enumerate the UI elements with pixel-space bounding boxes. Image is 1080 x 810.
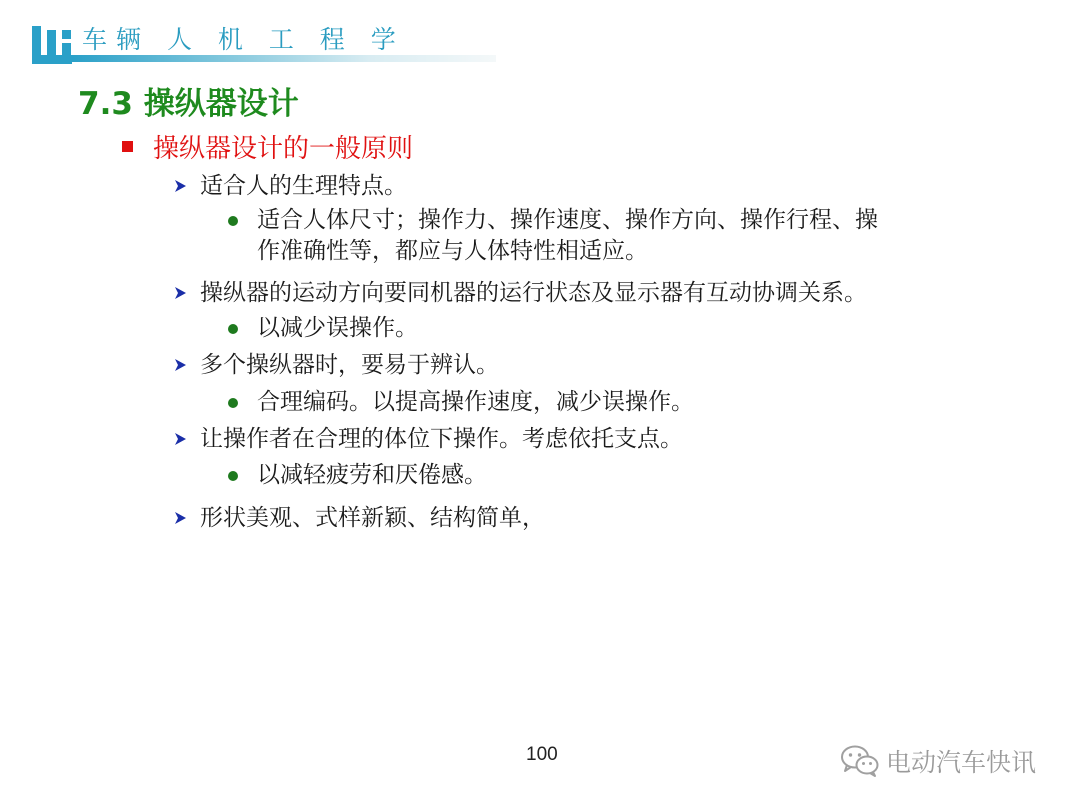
course-title: 车辆 人 机 工 程 学	[82, 25, 405, 54]
list-item	[172, 424, 683, 454]
arrow-bullet-icon	[172, 510, 190, 526]
subitem-text: 以减轻疲劳和厌倦感。	[257, 462, 487, 488]
item-text: 形状美观、式样新颖、结构简单，	[200, 505, 545, 531]
arrow-bullet-icon	[172, 178, 190, 194]
subitem-text: 适合人体尺寸；操作力、操作速度、操作方向、操作行程、操	[257, 207, 878, 233]
list-item	[172, 350, 499, 380]
item-text: 让操作者在合理的体位下操作。考虑依托支点。	[200, 426, 683, 452]
subitem-text: 合理编码。以提高操作速度，减少误操作。	[257, 389, 694, 415]
square-bullet-icon	[122, 141, 133, 152]
header-divider	[72, 55, 496, 62]
dot-bullet-icon	[228, 324, 238, 334]
arrow-bullet-icon	[172, 285, 190, 301]
watermark	[840, 743, 1036, 779]
dot-bullet-icon	[228, 398, 238, 408]
list-subitem	[228, 313, 418, 344]
dot-bullet-icon	[228, 216, 238, 226]
arrow-bullet-icon	[172, 357, 190, 373]
list-subitem	[228, 387, 694, 418]
item-text: 多个操纵器时，要易于辨认。	[200, 352, 499, 378]
list-item	[172, 503, 545, 533]
list-item	[172, 278, 867, 308]
list-subitem	[228, 205, 878, 267]
item-text: 操纵器的运动方向要同机器的运行状态及显示器有互动协调关系。	[200, 280, 867, 306]
list-item	[172, 171, 407, 201]
wechat-icon	[840, 744, 880, 778]
watermark-text: 电动汽车快讯	[886, 748, 1037, 777]
section-title: 7.3 操纵器设计	[78, 86, 299, 122]
page-number: 100	[526, 744, 558, 765]
item-text: 适合人的生理特点。	[200, 173, 407, 199]
principle-heading	[122, 128, 413, 165]
course-logo	[32, 26, 72, 64]
subitem-text: 以减少误操作。	[257, 315, 418, 341]
dot-bullet-icon	[228, 471, 238, 481]
principle-heading-text: 操纵器设计的一般原则	[153, 134, 414, 164]
arrow-bullet-icon	[172, 431, 190, 447]
list-subitem	[228, 460, 487, 491]
subitem-text: 作准确性等，都应与人体特性相适应。	[257, 238, 648, 264]
